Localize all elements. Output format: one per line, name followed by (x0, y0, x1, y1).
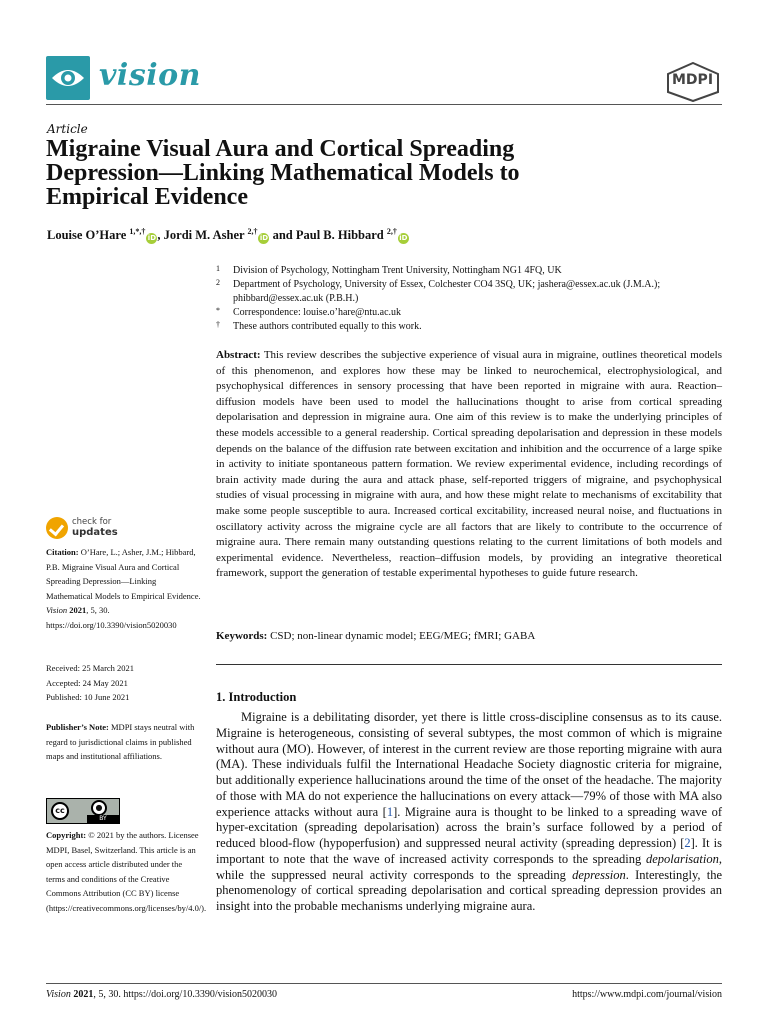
author-separator: , (157, 228, 164, 243)
orcid-icon[interactable]: iD (399, 234, 408, 243)
affiliation-item (216, 306, 716, 320)
cc-by-license-badge[interactable] (46, 798, 120, 824)
publisher-note-label: Publisher’s Note: (46, 722, 109, 732)
author-superscript: 1,*,† (129, 227, 146, 236)
intro-emphasis: depression (572, 867, 626, 882)
journal-name[interactable]: vision (99, 58, 201, 93)
affiliation-text: Department of Psychology, University of Essex, Colchester CO4 3SQ, UK; jashera@essex.ac.uk (J.M.A.); phibbard@essex.ac.uk (P.B.H.) (233, 279, 661, 304)
mdpi-logo[interactable] (666, 62, 720, 102)
publisher-name: MDPI (672, 72, 714, 88)
author-separator: and (269, 228, 296, 243)
introduction-text (216, 710, 722, 915)
citation-block (46, 545, 201, 632)
header-divider (46, 104, 722, 105)
affiliation-text: Division of Psychology, Nottingham Trent University, Nottingham NG1 4FQ, UK (233, 265, 562, 276)
author-superscript: 2,† (247, 227, 258, 236)
affiliation-mark: † (216, 320, 220, 329)
cc-icon: cc (51, 802, 69, 820)
copyright-text: © 2021 by the authors. Licensee MDPI, Basel, Switzerland. This article is an open access article distributed under the terms and conditions of the Creative Commons Attribution (CC BY) license (https://creativecommons.org/licenses/by/4.0/). (46, 830, 207, 913)
abstract-divider (216, 664, 722, 665)
citation-year: 2021 (69, 605, 87, 615)
intro-fragment: . Interestingly, the phenomenology of cortical spreading depolarisation and cortical spreading depression provides an insight into the probable mechanisms underlying migraine aura. (216, 867, 722, 913)
person-icon: ● (91, 800, 107, 816)
author-list (47, 227, 409, 244)
citation-tail[interactable]: , 5, 30. https://doi.org/10.3390/vision5020030 (46, 605, 177, 630)
check-updates-line2: updates (72, 527, 118, 538)
affiliation-mark: 2 (216, 278, 220, 287)
affiliation-mark: * (216, 306, 220, 315)
footer-journal: Vision (46, 989, 71, 1000)
intro-fragment: Migraine is a debilitating disorder, yet there is little cross-discipline consensus as to its cause. Migraine is heterogeneous, consisting of several subtypes, the most common of which is migraine without aura (MO). However, of interest in the current review are those reporting migraine with aura (MA). These individuals fulfil the International Headache Society diagnostic criteria for migraine, but additionally experience hallucinations around the time of the onset of the headache. The majority of those with MA do not experience the hallucinations on every attack—79% of those with MA also experience attacks without aura [ (216, 710, 722, 819)
intro-fragment: ]. It is important to note that the wave of increased activity corresponds to the spreading (216, 836, 722, 866)
affiliation-item (216, 264, 716, 278)
copyright-label: Copyright: (46, 830, 87, 840)
affiliation-item (216, 278, 716, 306)
accepted-date: Accepted: 24 May 2021 (46, 677, 128, 688)
dates-block (46, 661, 201, 705)
keywords (216, 630, 722, 642)
received-date: Received: 25 March 2021 (46, 663, 135, 673)
footer-journal-url[interactable]: https://www.mdpi.com/journal/vision (572, 989, 722, 1000)
journal-header (46, 56, 722, 106)
affiliation-text: Correspondence: louise.o’hare@ntu.ac.uk (233, 307, 402, 318)
citation-text: O’Hare, L.; Asher, J.M.; Hibbard, P.B. Migraine Visual Aura and Cortical Spreading Depression—Linking Mathematical Models to Empirical Evidence. (46, 547, 201, 601)
footer-citation (46, 989, 277, 1000)
keywords-text: CSD; non-linear dynamic model; EEG/MEG; fMRI; GABA (270, 630, 536, 642)
copyright-block (46, 828, 207, 915)
vision-eye-icon (46, 56, 90, 100)
checkmark-icon (46, 517, 68, 539)
author-name[interactable]: Paul B. Hibbard (295, 228, 384, 243)
section-heading: 1. Introduction (216, 690, 297, 704)
reference-link[interactable]: 2 (684, 836, 691, 850)
abstract (216, 348, 722, 582)
footer-year: 2021 (73, 989, 94, 1000)
affiliation-text: These authors contributed equally to this work. (233, 321, 422, 332)
reference-link[interactable]: 1 (386, 804, 394, 819)
citation-journal: Vision (46, 605, 68, 615)
intro-fragment: , while the suppressed neural activity corresponds to the spreading (216, 851, 722, 882)
abstract-text: This review describes the subjective experience of visual aura in migraine, outlines theoretical models of this phenomenon, and explores how these may be linked to neurochemical, electrophysiological, and psychophysical differences in sensory processing that have been reported in migraine with aura. Reaction–diffusion models have been used to model the hallucinations thought to arise from cortical spreading depolarisation and depression in migraine aura. One aim of this review is to make the underlying principles of these models accessible to a general readership. Cortical spreading depolarisation and depression in these models depends on the balance of the diffusion rate between excitation and inhibition and the occurrence of a large spike in activity to initiate spontaneous pattern formation. We review experimental evidence, including recordings of brain activity made during the aura and attack phase, self-reported triggers of migraine, and psychophysical studies of visual processing in migraine with aura, and how these might relate to mechanisms of excitability that make some people susceptible to aura. Increased cortical excitability, increased neural noise, and fluctuations in oscillatory activity across the migraine cycle are all factors that are likely to contribute to the occurrence of migraine aura. There remain many outstanding questions relating to the current limitations of both models and experimental evidence. Nevertheless, reaction–diffusion models, by providing an integrative theoretical framework, support the generation of testable experimental hypotheses to guide future research. (216, 349, 722, 580)
intro-emphasis: depolarisation (645, 851, 719, 866)
by-label: BY (87, 815, 119, 823)
orcid-icon[interactable]: iD (147, 234, 157, 243)
keywords-label: Keywords: (216, 630, 268, 642)
author-name[interactable]: Louise O’Hare (47, 228, 127, 243)
citation-label: Citation: (46, 547, 79, 557)
affiliations (216, 264, 716, 334)
article-title: Migraine Visual Aura and Cortical Spreading Depression—Linking Mathematical Models to Empirical Evidence (46, 136, 520, 210)
affiliation-item (216, 320, 716, 334)
publisher-note (46, 720, 201, 764)
article-type: Article (47, 122, 88, 136)
check-updates-line1: check for (72, 517, 112, 527)
orcid-icon[interactable]: iD (259, 234, 269, 243)
footer-doi[interactable]: , 5, 30. https://doi.org/10.3390/vision5020030 (93, 989, 278, 1000)
intro-fragment: ]. Migraine aura is thought to be linked to a spreading wave of hyper-excitation (spreading depolarisation) across the brain’s surface followed by a period of reduced blood-flow (hypoperfusion) and suppressed neural activity (spreading depression) [ (216, 804, 722, 850)
abstract-label: Abstract: (216, 349, 261, 361)
published-date: Published: 10 June 2021 (46, 692, 130, 702)
check-for-updates-button[interactable] (46, 515, 166, 543)
author-name[interactable]: Jordi M. Asher (163, 228, 245, 243)
publisher-note-text: MDPI stays neutral with regard to jurisdictional claims in published maps and institutional affiliations. (46, 722, 195, 761)
author-superscript: 2,† (386, 227, 397, 236)
footer-divider (46, 983, 722, 984)
affiliation-mark: 1 (216, 264, 220, 273)
